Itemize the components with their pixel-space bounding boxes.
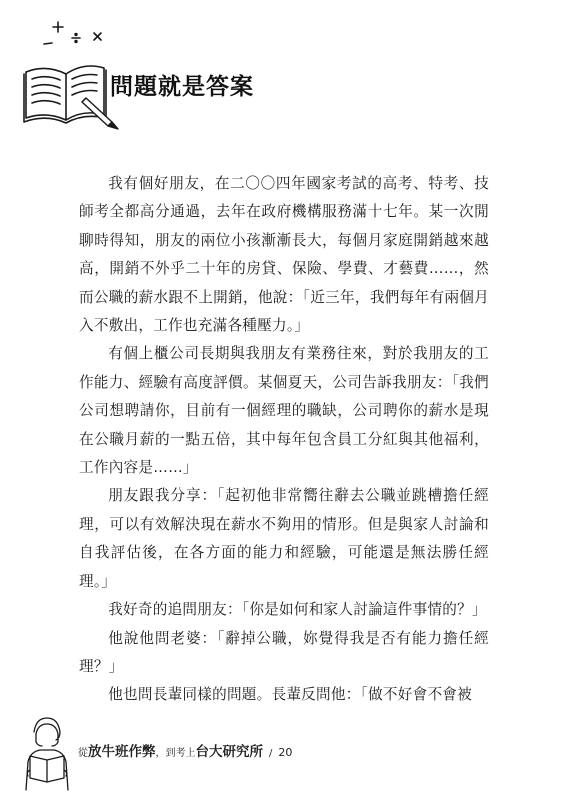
book-title-part2: 台大研究所 [195,744,263,760]
paragraph: 我有個好朋友，在二〇〇四年國家考試的高考、特考、技師考全都高分通過，去年在政府機構服務滿十七年。某一次閒聊時得知，朋友的兩位小孩漸漸長大，每個月家庭開銷越來越高，開銷不外乎二十年的房貸、保險、學費、才藝費……，然而公職的薪水跟不上開銷，他說：「近三年，我們每年有兩個月入不敷出，工作也充滿各種壓力。」 [79,175,489,335]
footer-prefix: 從 [78,748,88,759]
paragraph: 他說他問老婆：「辭掉公職，妳覺得我是否有能力擔任經理？」 [79,629,489,675]
body-text [79,170,489,710]
footer-separator: / [269,748,273,759]
footer-middle: ，到考上 [155,748,196,759]
book-title-part1: 放牛班作弊 [88,744,156,760]
page-number: 20 [278,746,293,759]
page-footer [16,712,416,792]
open-book-pencil-icon [20,12,120,132]
paragraph: 他也問長輩同樣的問題。長輩反問他：「做不好會不會被 [108,686,472,704]
paragraph: 我好奇的追問朋友：「你是如何和家人討論這件事情的？」 [108,601,487,619]
paragraph: 有個上櫃公司長期與我朋友有業務往來，對於我朋友的工作能力、經驗有高度評價。某個夏天，公司告訴我朋友：「我們公司想聘請你，目前有一個經理的職缺，公司聘你的薪水是現在公職月薪的一點五倍，其中每年包含員工分紅與其他福利，工作內容是……」 [79,345,489,477]
reading-person-icon [16,712,76,792]
chapter-title: 問題就是答案 [110,74,254,100]
paragraph: 朋友跟我分享：「起初他非常嚮往辭去公職並跳槽擔任經理，可以有效解決現在薪水不夠用的情形。但是與家人討論和自我評估後，在各方面的能力和經驗，可能還是無法勝任經理。」 [79,487,489,590]
running-footer [78,740,292,760]
